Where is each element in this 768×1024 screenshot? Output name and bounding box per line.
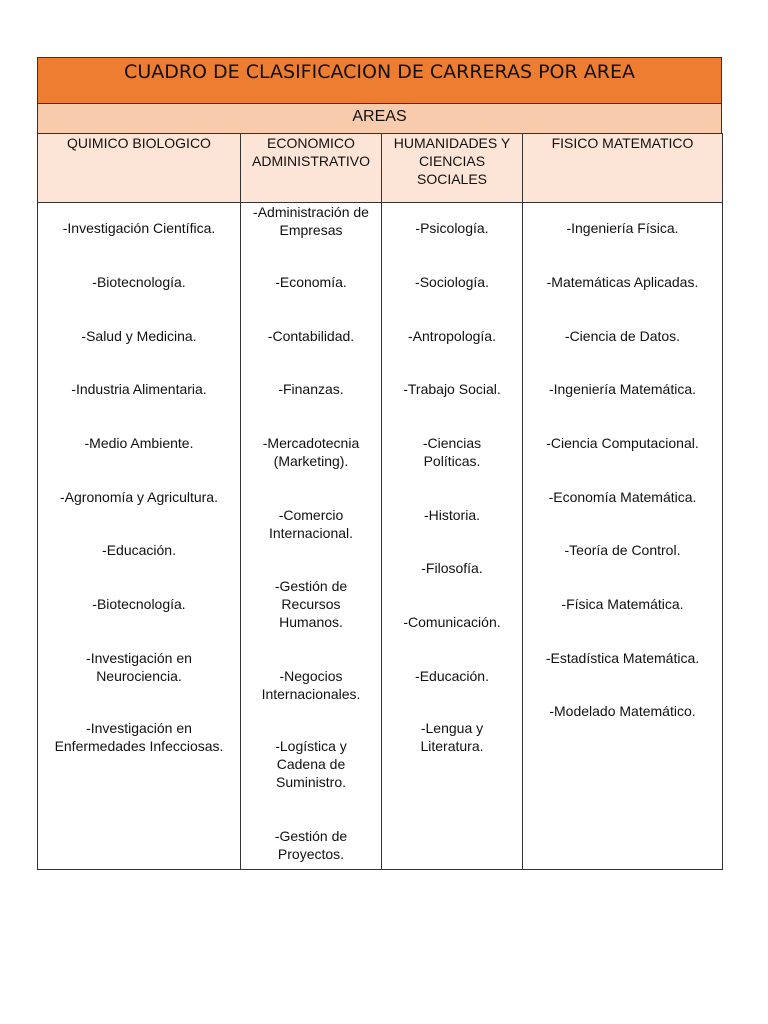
list-item: -Ciencia de Datos. (564, 328, 681, 344)
list-item: -Historia. (423, 507, 480, 523)
career-list-fisico-matematico (523, 203, 723, 870)
list-item: -Biotecnología. (92, 596, 186, 612)
list-item: -Matemáticas Aplicadas. (546, 274, 699, 290)
list-item: -Investigación Científica. (62, 220, 216, 236)
list-item: -Educación. (415, 668, 489, 684)
career-list-economico-administrativo (241, 203, 382, 870)
list-item: -Sociología. (415, 274, 489, 290)
list-item: -Teoría de Control. (564, 542, 681, 558)
column-header-humanidades: HUMANIDADES Y CIENCIAS SOCIALES (382, 134, 523, 203)
column-header-quimico-biologico: QUIMICO BIOLOGICO (38, 134, 241, 203)
list-item: -Gestión de Proyectos. (274, 828, 348, 862)
list-item: -Antropología. (408, 328, 496, 344)
classification-table (37, 57, 722, 870)
list-item: -Educación. (102, 542, 176, 558)
list-item: -Logística y Cadena de Suministro. (275, 738, 347, 790)
list-item: -Biotecnología. (92, 274, 186, 290)
list-item: -Negocios Internacionales. (261, 668, 361, 702)
career-list-quimico-biologico (38, 203, 241, 870)
list-item: -Medio Ambiente. (84, 435, 194, 451)
list-item: -Psicología. (415, 220, 489, 236)
list-item: -Física Matemática. (561, 596, 684, 612)
areas-label: AREAS (37, 103, 722, 133)
list-item: -Investigación en Enfermedades Infecciosas. (54, 720, 224, 754)
list-item: -Economía. (275, 274, 347, 290)
list-item: -Contabilidad. (267, 328, 355, 344)
list-item: -Economía Matemática. (548, 489, 697, 505)
list-item: -Ingeniería Matemática. (548, 381, 697, 397)
column-header-economico-administrativo: ECONOMICO ADMINISTRATIVO (241, 134, 382, 203)
list-item: -Trabajo Social. (403, 381, 501, 397)
table-title: CUADRO DE CLASIFICACION DE CARRERAS POR AREA (37, 57, 722, 103)
column-header-fisico-matematico: FISICO MATEMATICO (523, 134, 723, 203)
list-item: -Estadística Matemática. (545, 650, 700, 666)
list-item: -Mercadotecnia (Marketing). (262, 435, 360, 469)
list-item: -Agronomía y Agricultura. (60, 489, 218, 505)
list-item: -Ciencias Políticas. (422, 435, 482, 469)
list-item: -Comunicación. (403, 614, 501, 630)
list-item: -Ciencia Computacional. (546, 435, 699, 451)
list-item: -Ingeniería Física. (566, 220, 679, 236)
list-item: -Comercio Internacional. (268, 507, 354, 541)
career-list-humanidades (382, 203, 523, 870)
list-item: -Filosofía. (421, 560, 483, 576)
list-item: -Administración de Empresas (253, 204, 369, 238)
career-list-row (38, 203, 723, 870)
list-item: -Investigación en Neurociencia. (86, 650, 192, 684)
list-item: -Modelado Matemático. (549, 703, 696, 719)
list-item: -Salud y Medicina. (81, 328, 197, 344)
list-item: -Industria Alimentaria. (71, 381, 207, 397)
column-header-row (38, 134, 723, 203)
career-grid (37, 133, 723, 870)
list-item: -Lengua y Literatura. (420, 720, 484, 754)
list-item: -Gestión de Recursos Humanos. (274, 578, 348, 630)
list-item: -Finanzas. (278, 381, 344, 397)
